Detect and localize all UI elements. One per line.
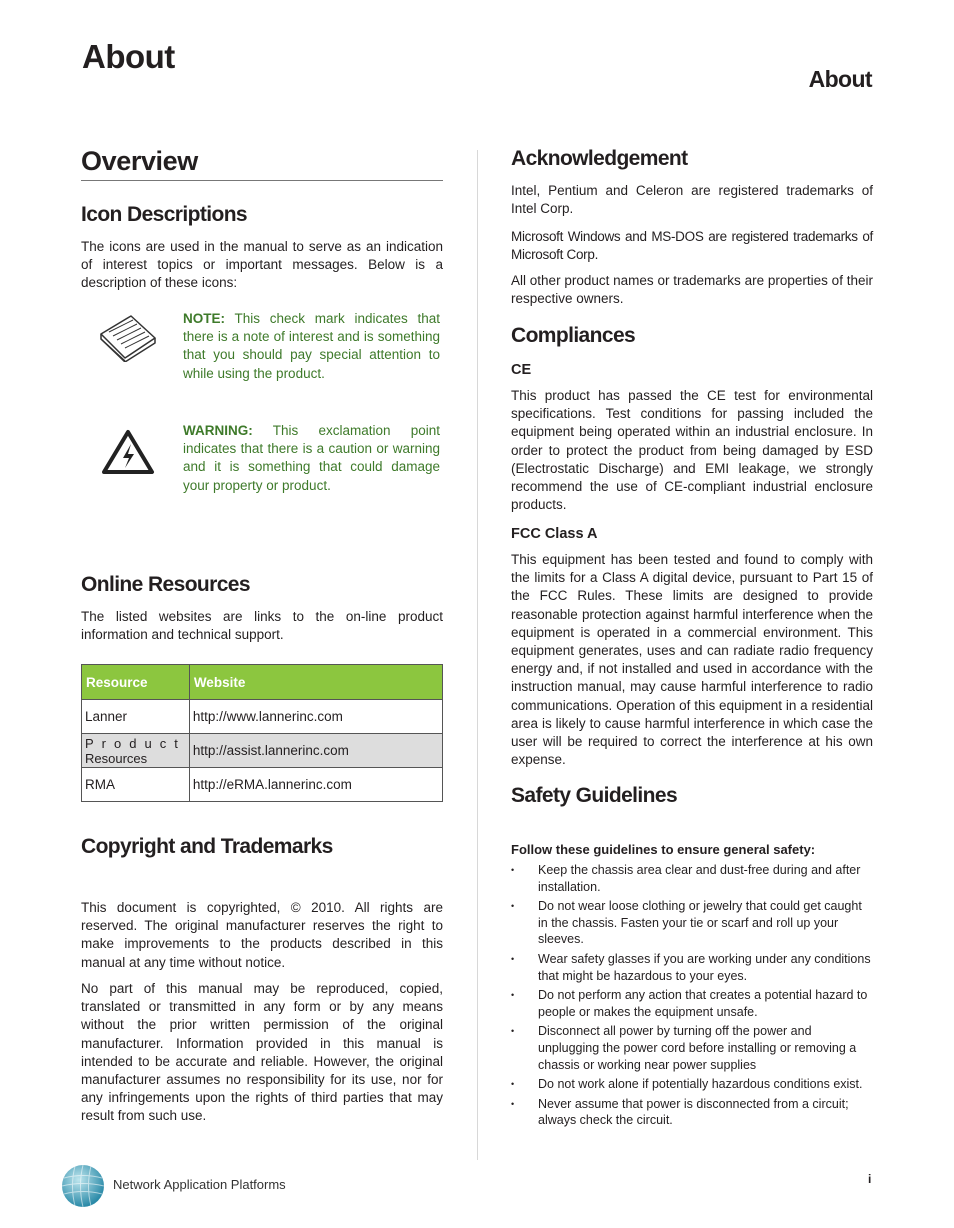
copyright-heading: Copyright and Trademarks (81, 835, 333, 858)
overview-heading: Overview (81, 146, 198, 176)
list-item: • Keep the chassis area clear and dust-free during and after installation. (511, 862, 873, 895)
list-item: • Disconnect all power by turning off the power and unplugging the power cord before installing or removing a chassis or working near power supplies (511, 1023, 873, 1073)
page-title: About (82, 38, 175, 75)
website-link[interactable]: http://assist.lannerinc.com (189, 734, 442, 768)
website-link[interactable]: http://www.lannerinc.com (189, 700, 442, 734)
list-item: • Do not perform any action that creates a potential hazard to people or makes the equipment unsafe. (511, 987, 873, 1020)
note-description (183, 310, 440, 383)
ce-heading: CE (511, 362, 532, 378)
resource-cell: Lanner (82, 700, 190, 734)
ack-paragraph-2: Microsoft Windows and MS-DOS are registered trademarks of Microsoft Corp. (511, 229, 873, 263)
online-resources-heading: Online Resources (81, 573, 250, 596)
ack-paragraph-3: All other product names or trademarks are properties of their respective owners. (511, 273, 873, 307)
warning-triangle-icon (101, 428, 155, 481)
list-item: • Do not work alone if potentially hazardous conditions exist. (511, 1076, 873, 1093)
copyright-paragraph-2: No part of this manual may be reproduced, copied, translated or transmitted in any form or by any means without the prior written permission of the original manufacturer. Information provided in this manual is intended to be accurate and reliable. However, the original manufacturer assumes no responsibility for its use, nor for any infringements upon the rights of third parties that may result from such use. (81, 981, 443, 1124)
compliances-heading: Compliances (511, 324, 636, 347)
icon-descriptions-heading: Icon Descriptions (81, 203, 248, 226)
globe-logo-icon (60, 1163, 106, 1214)
resource-cell: RMA (82, 768, 190, 802)
table-row (82, 700, 443, 734)
note-label: NOTE: (183, 311, 225, 326)
safety-heading: Safety Guidelines (511, 784, 678, 807)
ce-paragraph: This product has passed the CE test for environmental specifications. Test conditions for passing included the equipment being operated within an industrial enclosure. In order to protect the product from being damaged by ESD (Electrostatic Discharge) and EMI leakage, we strongly recommend the use of CE-compliant industrial enclosure products. (511, 388, 873, 513)
safety-lead: Follow these guidelines to ensure general safety: (511, 842, 816, 857)
warning-label: WARNING: (183, 423, 253, 438)
safety-list (511, 862, 873, 1132)
running-head: About (808, 66, 872, 92)
table-header-row (82, 665, 443, 700)
list-item: • Never assume that power is disconnected from a circuit; always check the circuit. (511, 1096, 873, 1129)
resources-table (81, 664, 443, 802)
column-header-resource: Resource (82, 665, 190, 700)
note-text: This check mark indicates that there is a note of interest and is something that you should pay special attention to while using the product. (183, 311, 440, 381)
overview-rule (81, 180, 443, 181)
resource-cell: Product Resources (82, 734, 190, 768)
column-divider (477, 150, 478, 1160)
website-link[interactable]: http://eRMA.lannerinc.com (189, 768, 442, 802)
table-row (82, 768, 443, 802)
note-pad-icon (97, 312, 159, 367)
online-resources-intro: The listed websites are links to the on-line product information and technical support. (81, 609, 443, 643)
ack-paragraph-1: Intel, Pentium and Celeron are registered trademarks of Intel Corp. (511, 183, 873, 217)
column-header-website: Website (189, 665, 442, 700)
acknowledgement-heading: Acknowledgement (511, 147, 688, 170)
warning-text: This exclamation point indicates that there is a caution or warning and it is something that could damage your property or product. (183, 423, 440, 493)
copyright-paragraph-1: This document is copyrighted, © 2010. All rights are reserved. The original manufacturer reserves the right to make improvements to the products described in this manual at any time without notice. (81, 900, 443, 970)
fcc-heading: FCC Class A (511, 526, 598, 542)
table-row (82, 734, 443, 768)
fcc-paragraph: This equipment has been tested and found to comply with the limits for a Class A digital device, pursuant to Part 15 of the FCC Rules. These limits are designed to provide reasonable protection against harmful interference when the equipment is operated in a commercial environment. This equipment generates, uses and can radiate radio frequency energy and, if not installed and used in accordance with the instruction manual, may cause harmful interference to radio communications. Operation of this equipment in a residential area is likely to cause harmful interference in which case the user will be required to correct the interference at his own expense. (511, 552, 873, 768)
list-item: • Wear safety glasses if you are working under any conditions that might be hazardous to your eyes. (511, 951, 873, 984)
page-number: i (868, 1172, 872, 1186)
icon-descriptions-intro: The icons are used in the manual to serve as an indication of interest topics or important messages. Below is a description of these icons: (81, 239, 443, 291)
list-item: • Do not wear loose clothing or jewelry that could get caught in the chassis. Fasten your tie or scarf and roll up your sleeves. (511, 898, 873, 948)
warning-description (183, 422, 440, 495)
footer-text: Network Application Platforms (113, 1177, 286, 1192)
